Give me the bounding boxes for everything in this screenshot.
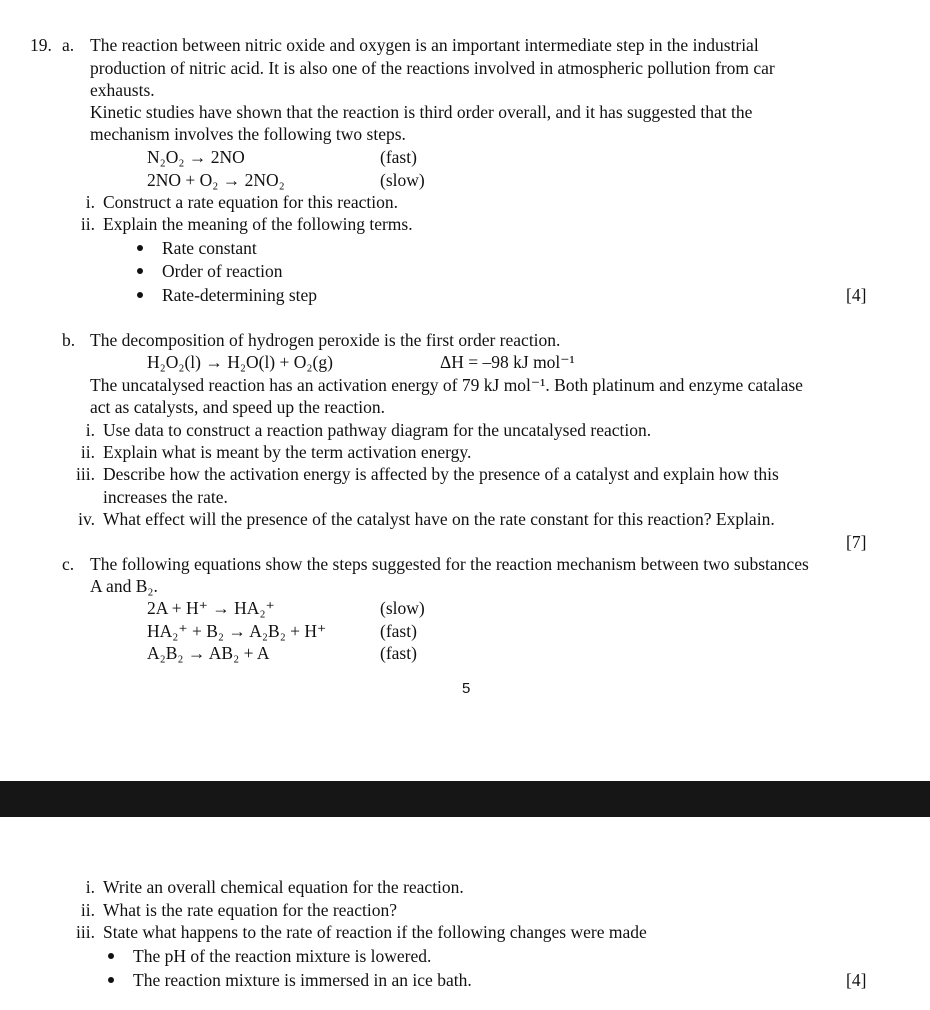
equation: N₂O₂ → 2NO: [147, 147, 245, 167]
equation: HA₂⁺ + B₂ → A₂B₂ + H⁺: [147, 621, 327, 641]
subpart-text: Describe how the activation energy is affected by the presence of a catalyst and explain how this: [103, 464, 779, 484]
bullet-text: Rate constant: [162, 238, 257, 258]
equation: 2A + H⁺ → HA₂⁺: [147, 598, 275, 618]
marks: [7]: [846, 532, 867, 552]
bullet-text: The reaction mixture is immersed in an ice bath.: [133, 970, 472, 990]
bullet-icon: [108, 977, 114, 983]
text-line: exhausts.: [90, 80, 155, 100]
subpart-text: Use data to construct a reaction pathway diagram for the uncatalysed reaction.: [103, 420, 652, 440]
subpart-text: What is the rate equation for the reaction?: [103, 900, 397, 920]
subpart-text: Explain the meaning of the following terms.: [103, 214, 413, 234]
part-label: b.: [62, 330, 76, 350]
step-speed: (fast): [380, 147, 417, 167]
subpart-number: ii.: [80, 214, 95, 234]
equation: 2NO + O₂ → 2NO₂: [147, 170, 285, 190]
subpart-number: i.: [85, 420, 95, 440]
text-line: mechanism involves the following two steps.: [90, 124, 406, 144]
subpart-text: Construct a rate equation for this reaction.: [103, 192, 398, 212]
subpart-text: State what happens to the rate of reaction if the following changes were made: [103, 922, 647, 942]
bullet-text: The pH of the reaction mixture is lowered.: [133, 946, 432, 966]
step-speed: (fast): [380, 643, 417, 663]
page-divider-bar: [0, 781, 930, 817]
page-number: 5: [462, 680, 471, 697]
step-speed: (fast): [380, 621, 417, 641]
subpart-text: What effect will the presence of the catalyst have on the rate constant for this reaction? Explain.: [103, 509, 775, 529]
bullet-icon: [137, 292, 143, 298]
subpart-number: iv.: [78, 509, 95, 529]
subpart-number: iii.: [76, 922, 95, 942]
subpart-text: Write an overall chemical equation for the reaction.: [103, 877, 464, 897]
text-line: A and B₂.: [90, 576, 158, 596]
bullet-icon: [108, 953, 114, 959]
subpart-number: iii.: [76, 464, 95, 484]
subpart-number: i.: [85, 877, 95, 897]
bullet-icon: [137, 245, 143, 251]
bullet-text: Order of reaction: [162, 261, 283, 281]
text-line: production of nitric acid. It is also one of the reactions involved in atmospheric pollution from car: [90, 58, 775, 78]
step-speed: (slow): [380, 170, 425, 190]
text-line: Kinetic studies have shown that the reaction is third order overall, and it has suggested that the: [90, 102, 753, 122]
equation: A₂B₂ → AB₂ + A: [147, 643, 270, 663]
text-line: The uncatalysed reaction has an activation energy of 79 kJ mol⁻¹. Both platinum and enzyme catalase: [90, 375, 803, 395]
subpart-number: ii.: [80, 442, 95, 462]
equation: H₂O₂(l) → H₂O(l) + O₂(g): [147, 352, 333, 372]
subpart-text: Explain what is meant by the term activation energy.: [103, 442, 472, 462]
bullet-text: Rate-determining step: [162, 285, 318, 305]
text-line: The following equations show the steps suggested for the reaction mechanism between two substances: [90, 554, 809, 574]
bullet-icon: [137, 268, 143, 274]
subpart-text: increases the rate.: [103, 487, 228, 507]
subpart-number: i.: [85, 192, 95, 212]
marks: [4]: [846, 970, 867, 990]
step-speed: (slow): [380, 598, 425, 618]
enthalpy-change: ΔH = –98 kJ mol⁻¹: [440, 352, 575, 372]
subpart-number: ii.: [80, 900, 95, 920]
question-number: 19.: [30, 35, 52, 55]
text-line: The reaction between nitric oxide and oxygen is an important intermediate step in the industrial: [90, 35, 759, 55]
marks: [4]: [846, 285, 867, 305]
text-line: act as catalysts, and speed up the reaction.: [90, 397, 385, 417]
part-label: c.: [62, 554, 75, 574]
part-label: a.: [62, 35, 75, 55]
text-line: The decomposition of hydrogen peroxide is the first order reaction.: [90, 330, 561, 350]
